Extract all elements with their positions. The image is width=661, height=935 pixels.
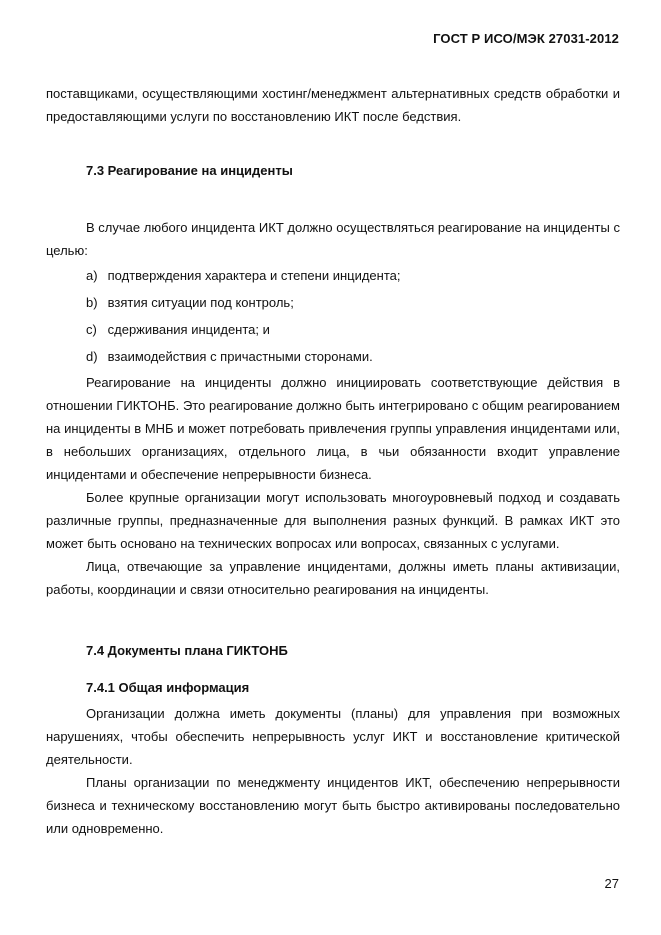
- section-7-3-p2: Более крупные организации могут использовать многоуровневый подход и создавать различные группы, предназначенные для выполнения разных функций. В рамках ИКТ это может быть основано на технических вопросах или вопросах, связанных с услугами.: [46, 490, 620, 551]
- intro-paragraph: [46, 82, 620, 128]
- section-7-3-lead: [46, 216, 620, 262]
- list-marker: а): [86, 268, 98, 283]
- list-item-text: подтверждения характера и степени инцидента;: [107, 268, 401, 283]
- list-item-text: взятия ситуации под контроль;: [107, 295, 294, 310]
- section-7-4-p2: Планы организации по менеджменту инцидентов ИКТ, обеспечению непрерывности бизнеса и техническому восстановлению могут быть быстро активированы последовательно или одновременно.: [46, 775, 620, 836]
- section-7-4-p1: Организации должна иметь документы (планы) для управления при возможных нарушениях, чтобы обеспечить непрерывность услуг ИКТ и восстановление критической деятельности.: [46, 706, 620, 767]
- list-item: [86, 343, 401, 370]
- page-number: 27: [604, 876, 619, 891]
- section-7-3-p3: Лица, отвечающие за управление инцидентами, должны иметь планы активизации, работы, координации и связи относительно реагирования на инциденты.: [46, 559, 620, 597]
- list-marker: b): [86, 295, 98, 310]
- section-7-3-paragraphs: [46, 371, 620, 601]
- list-marker: с): [86, 322, 97, 337]
- list-marker: d): [86, 349, 98, 364]
- intro-text: поставщиками, осуществляющими хостинг/менеджмент альтернативных средств обработки и предоставляющими услуги по восстановлению ИКТ после бедствия.: [46, 86, 620, 124]
- section-7-4-paragraphs: [46, 702, 620, 840]
- section-7-4-1-title: 7.4.1 Общая информация: [86, 680, 250, 695]
- standard-header: ГОСТ Р ИСО/МЭК 27031-2012: [433, 31, 619, 46]
- section-7-4-title: 7.4 Документы плана ГИКТОНБ: [86, 643, 288, 658]
- list-item-text: сдерживания инцидента; и: [107, 322, 270, 337]
- list-item: [86, 289, 401, 316]
- section-7-3-title: 7.3 Реагирование на инциденты: [86, 163, 293, 178]
- list-item: [86, 262, 401, 289]
- list-item: [86, 316, 401, 343]
- section-7-3-list: [86, 262, 401, 370]
- section-7-3-lead-text: В случае любого инцидента ИКТ должно осуществляться реагирование на инциденты с целью:: [46, 220, 620, 258]
- list-item-text: взаимодействия с причастными сторонами.: [107, 349, 373, 364]
- section-7-3-p1: Реагирование на инциденты должно инициировать соответствующие действия в отношении ГИКТОНБ. Это реагирование должно быть интегрировано с общим реагированием на инциденты в МНБ и может потребовать привлечения группы управления инцидентами или, в небольших организациях, отдельного лица, в чьи обязанности входит управление инцидентами и обеспечение непрерывности бизнеса.: [46, 375, 620, 482]
